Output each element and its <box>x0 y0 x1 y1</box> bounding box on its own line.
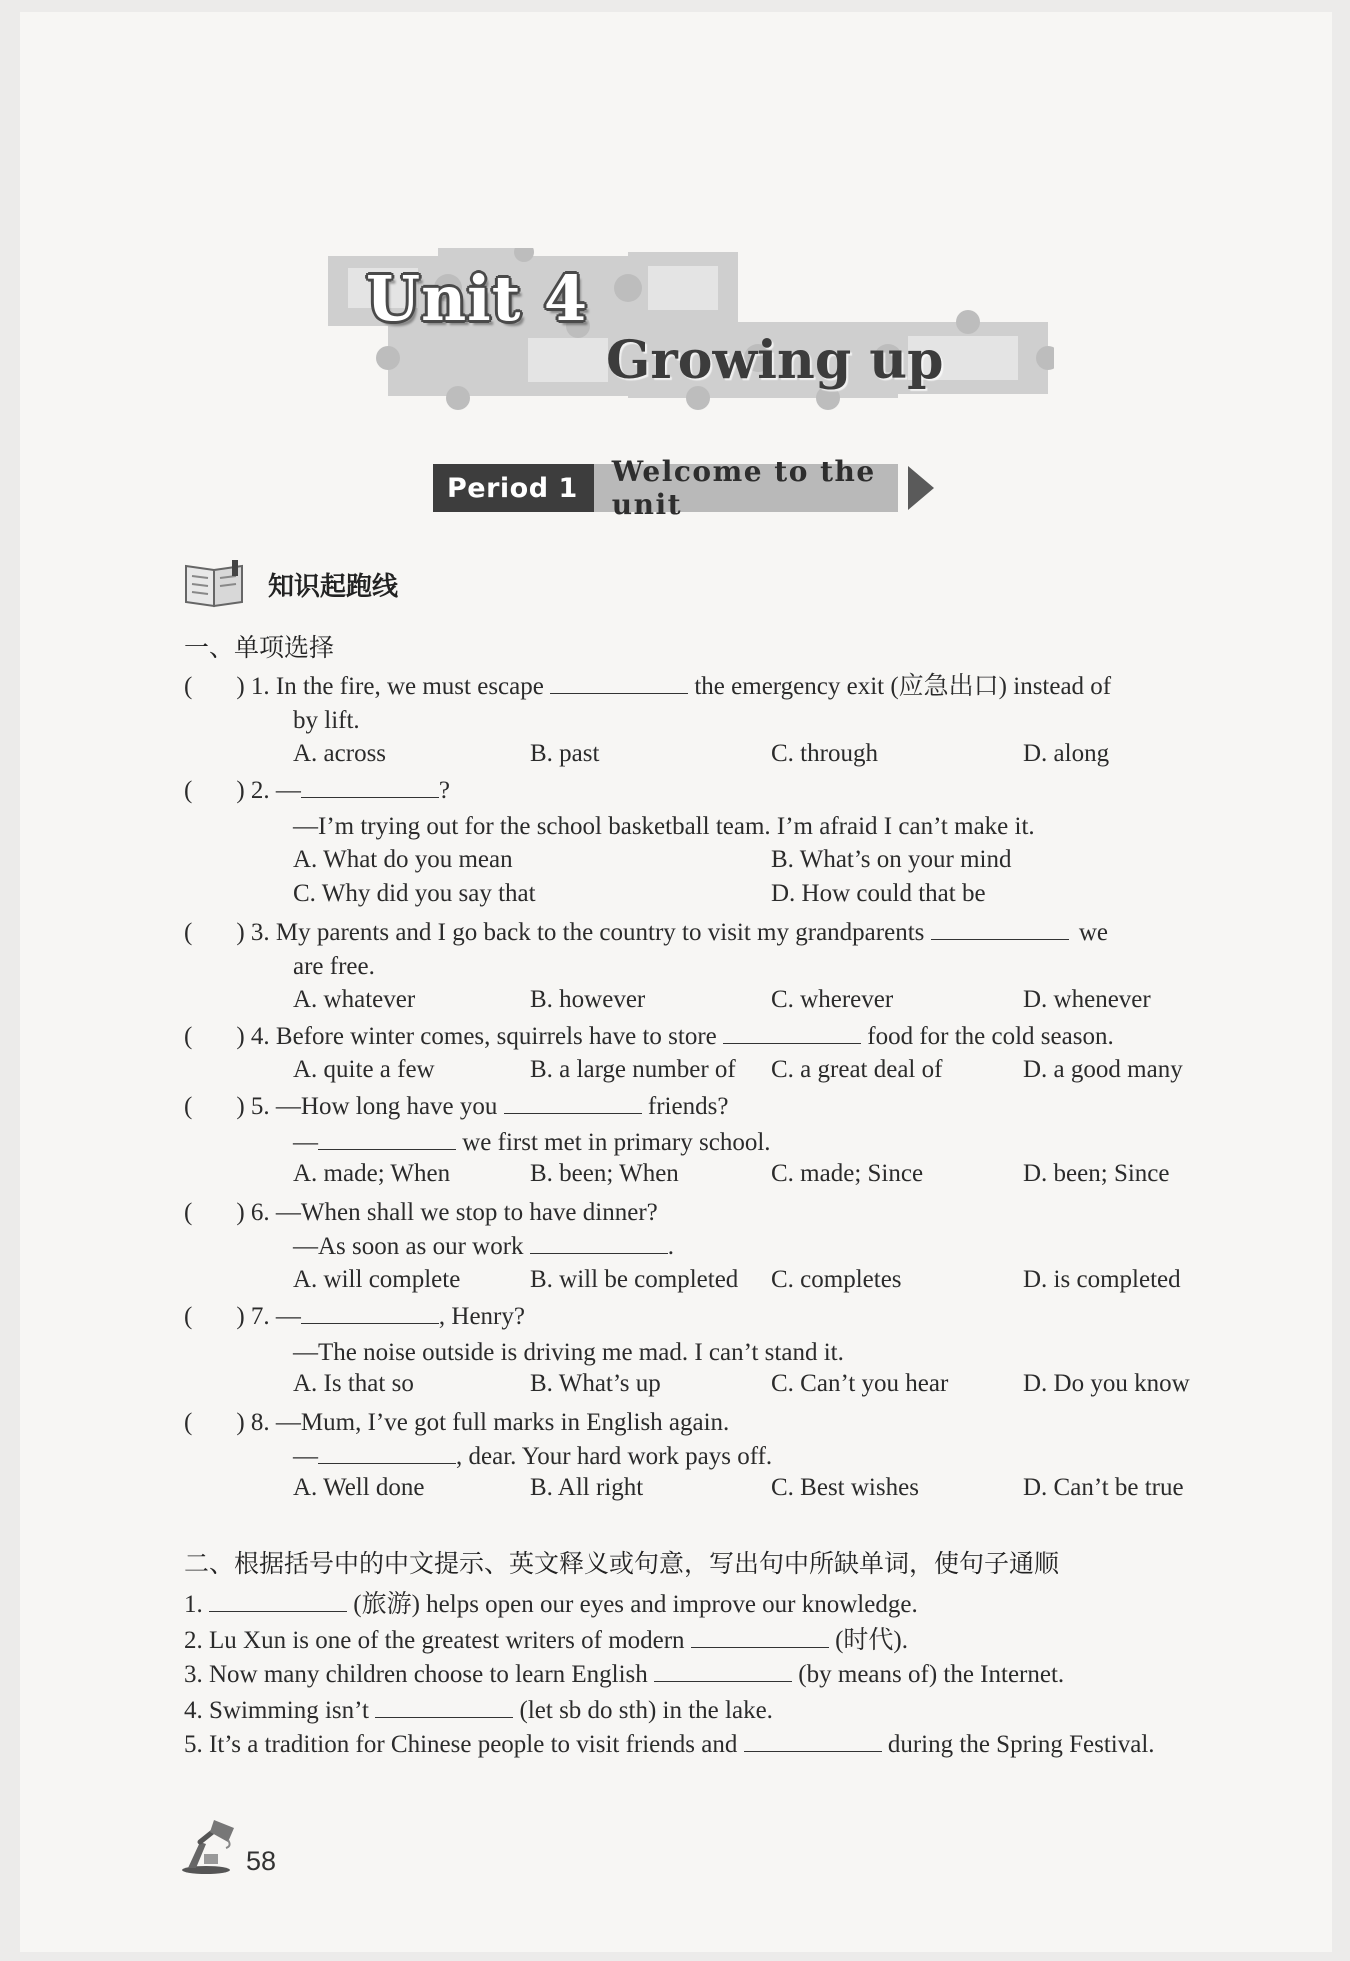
option-c: C. Best wishes <box>771 1474 919 1501</box>
question-8-reply: — , dear. Your hard work pays off. <box>293 1443 773 1470</box>
period-name: Welcome to the unit <box>594 464 898 512</box>
answer-blank[interactable] <box>318 1441 456 1464</box>
unit-title: Unit 4 <box>366 262 589 335</box>
option-d: D. a good many <box>1023 1056 1183 1083</box>
option-b: B. been; When <box>530 1160 679 1187</box>
question-6-reply: —As soon as our work . <box>293 1233 675 1260</box>
page-number: 58 <box>246 1846 277 1876</box>
question-5: ( ) 5. —How long have you friends? <box>184 1093 729 1120</box>
option-b: B. What’s on your mind <box>771 846 1012 873</box>
answer-blank[interactable] <box>654 1659 792 1682</box>
question-3-cont: are free. <box>293 953 375 980</box>
option-d: D. whenever <box>1023 986 1151 1013</box>
arrow-icon <box>908 466 934 510</box>
option-b: B. past <box>530 740 600 767</box>
answer-blank[interactable] <box>318 1127 456 1150</box>
answer-blank[interactable] <box>530 1231 668 1254</box>
fill-item-4: 4. Swimming isn’t (let sb do sth) in the lake. <box>184 1697 773 1724</box>
option-c: C. a great deal of <box>771 1056 943 1083</box>
option-b: B. will be completed <box>530 1266 739 1293</box>
option-c: C. completes <box>771 1266 902 1293</box>
option-a: A. will complete <box>293 1266 461 1293</box>
option-a: A. across <box>293 740 387 767</box>
answer-blank[interactable] <box>723 1021 861 1044</box>
answer-blank[interactable] <box>375 1695 513 1718</box>
option-b: B. however <box>530 986 646 1013</box>
option-c: C. through <box>771 740 878 767</box>
option-d: D. Do you know <box>1023 1370 1190 1397</box>
option-b: B. All right <box>530 1474 644 1501</box>
section-title: 知识起跑线 <box>268 572 399 602</box>
option-a: A. Well done <box>293 1474 425 1501</box>
option-c: C. wherever <box>771 986 894 1013</box>
part2-heading: 二、根据括号中的中文提示、英文释义或句意，写出句中所缺单词，使句子通顺 <box>184 1549 1060 1578</box>
question-2: ( ) 2. — ? <box>184 777 451 804</box>
answer-blank[interactable] <box>691 1625 829 1648</box>
option-b: B. What’s up <box>530 1370 661 1397</box>
option-d: D. been; Since <box>1023 1160 1170 1187</box>
period-label: Period 1 <box>433 464 594 512</box>
desk-lamp-icon <box>180 1818 240 1874</box>
period-banner <box>433 455 934 521</box>
option-a: A. What do you mean <box>293 846 513 873</box>
option-a: A. quite a few <box>293 1056 435 1083</box>
answer-blank[interactable] <box>931 917 1069 940</box>
option-c: C. Can’t you hear <box>771 1370 949 1397</box>
question-8: ( ) 8. —Mum, I’ve got full marks in English again. <box>184 1409 730 1436</box>
option-d: D. Can’t be true <box>1023 1474 1184 1501</box>
fill-item-5: 5. It’s a tradition for Chinese people to visit friends and during the Spring Festival. <box>184 1731 1155 1758</box>
answer-blank[interactable] <box>209 1589 347 1612</box>
option-b: B. a large number of <box>530 1056 736 1083</box>
question-1-cont: by lift. <box>293 707 360 734</box>
question-6: ( ) 6. —When shall we stop to have dinner? <box>184 1199 658 1226</box>
question-2-reply: —I’m trying out for the school basketball team. I’m afraid I can’t make it. <box>293 813 1035 840</box>
fill-item-3: 3. Now many children choose to learn English (by means of) the Internet. <box>184 1661 1065 1688</box>
answer-blank[interactable] <box>504 1091 642 1114</box>
part1-heading: 一、单项选择 <box>184 633 335 662</box>
answer-blank[interactable] <box>301 1301 439 1324</box>
answer-blank[interactable] <box>550 671 688 694</box>
option-d: D. along <box>1023 740 1110 767</box>
question-4: ( ) 4. Before winter comes, squirrels have to store food for the cold season. <box>184 1023 1114 1050</box>
option-d: D. How could that be <box>771 880 986 907</box>
option-a: A. Is that so <box>293 1370 414 1397</box>
question-1: ( ) 1. In the fire, we must escape the emergency exit (应急出口) instead of <box>184 673 1112 700</box>
option-d: D. is completed <box>1023 1266 1181 1293</box>
book-icon <box>182 560 248 610</box>
fill-item-1: 1. (旅游) helps open our eyes and improve our knowledge. <box>184 1591 918 1618</box>
option-a: A. made; When <box>293 1160 451 1187</box>
answer-blank[interactable] <box>744 1729 882 1752</box>
option-c: C. made; Since <box>771 1160 924 1187</box>
question-7-reply: —The noise outside is driving me mad. I can’t stand it. <box>293 1339 844 1366</box>
question-5-reply: — we first met in primary school. <box>293 1129 771 1156</box>
fill-item-2: 2. Lu Xun is one of the greatest writers of modern (时代). <box>184 1627 908 1654</box>
answer-blank[interactable] <box>301 775 439 798</box>
option-a: A. whatever <box>293 986 416 1013</box>
question-3: ( ) 3. My parents and I go back to the country to visit my grandparents we <box>184 919 1109 946</box>
question-7: ( ) 7. — , Henry? <box>184 1303 525 1330</box>
option-c: C. Why did you say that <box>293 880 536 907</box>
unit-subtitle: Growing up <box>606 330 944 391</box>
